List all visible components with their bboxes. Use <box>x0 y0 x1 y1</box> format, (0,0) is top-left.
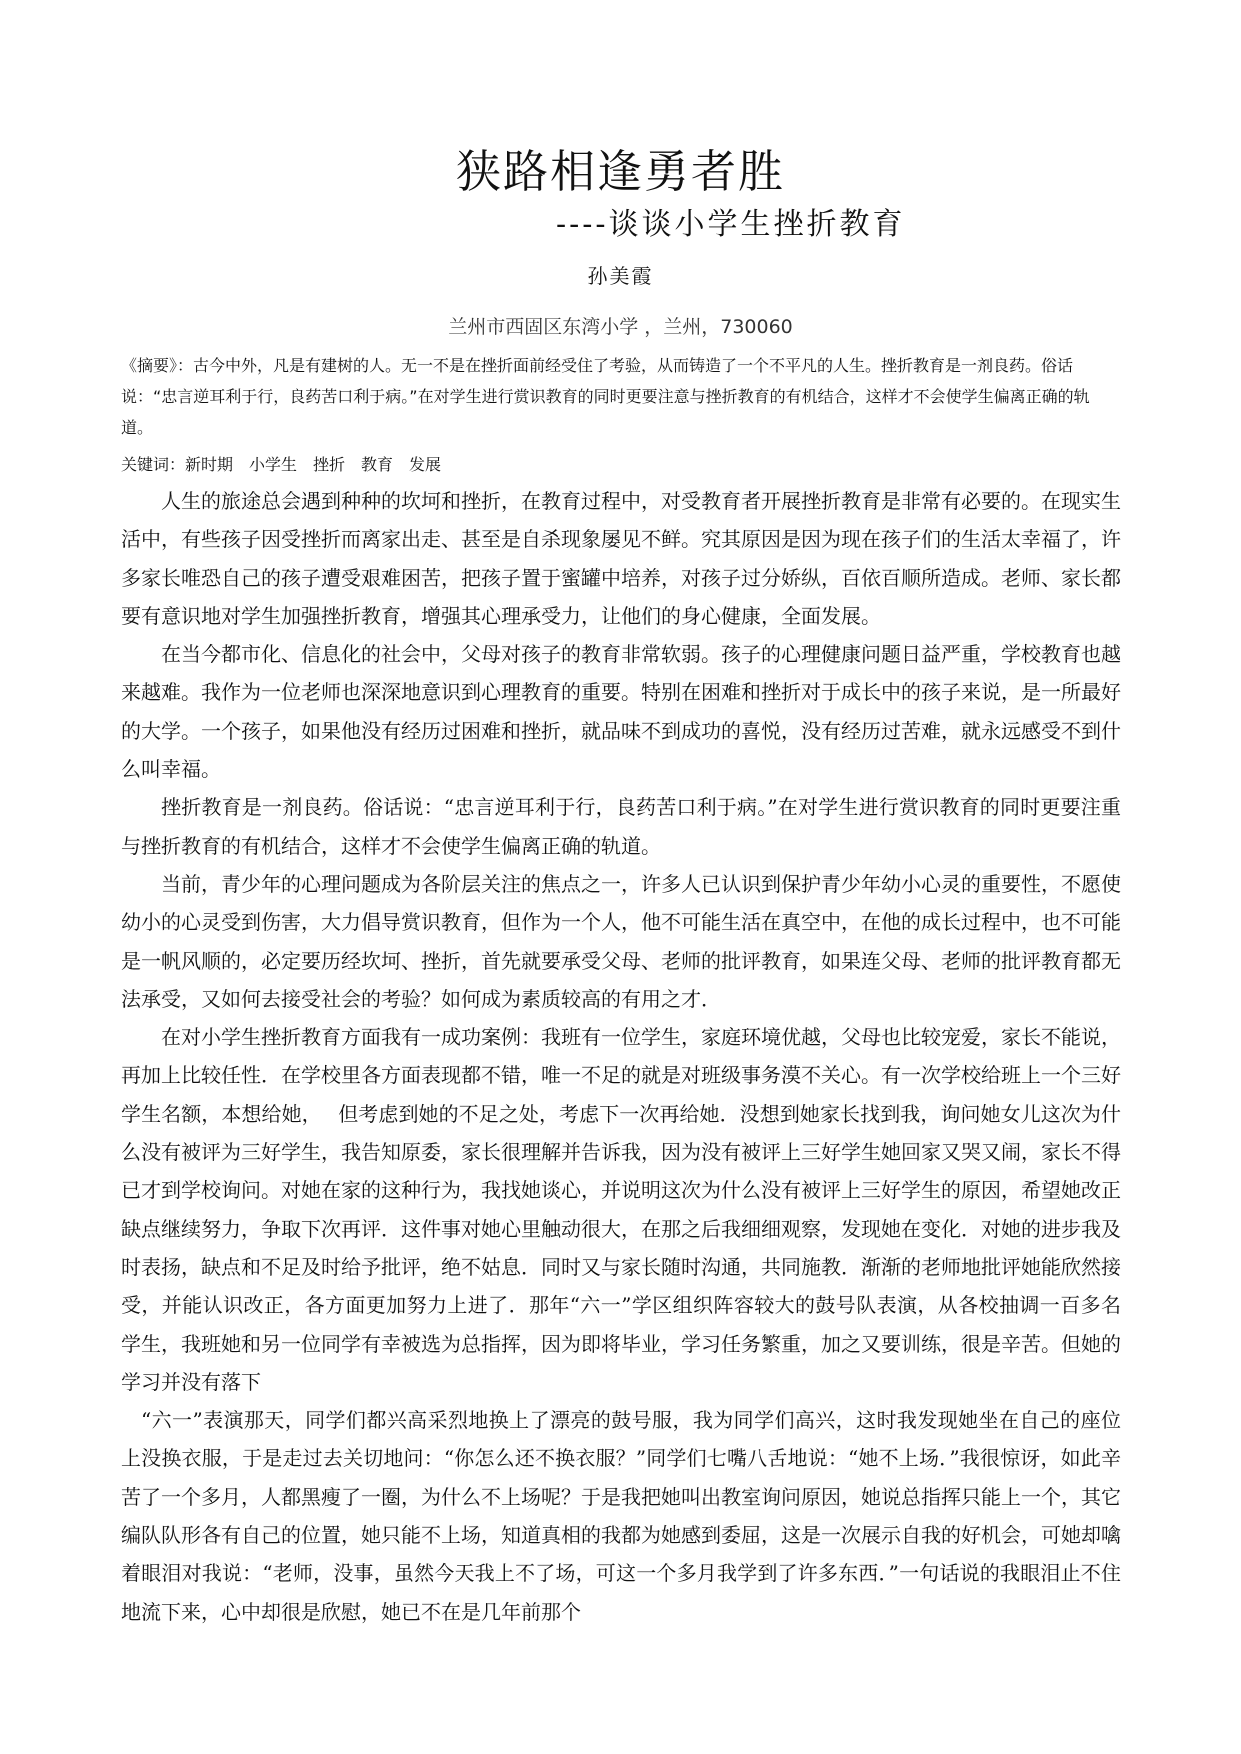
paragraph: 人生的旅途总会遇到种种的坎坷和挫折，在教育过程中，对受教育者开展挫折教育是非常有必要的。在现实生活中，有些孩子因受挫折而离家出走、甚至是自杀现象屡见不鲜。究其原因是因为现在孩子们的生活太幸福了，许多家长唯恐自己的孩子遭受艰难困苦，把孩子置于蜜罐中培养，对孩子过分娇纵，百依百顺所造成。老师、家长都要有意识地对学生加强挫折教育，增强其心理承受力，让他们的身心健康，全面发展。 <box>121 489 1121 628</box>
author-affiliation: 兰州市西固区东湾小学 ，兰州，730060 <box>448 316 793 338</box>
paragraph: 挫折教育是一剂良药。俗话说：“忠言逆耳利于行，良药苦口利于病。”在对学生进行赏识教育的同时更要注重与挫折教育的有机结合，这样才不会使学生偏离正确的轨道。 <box>121 795 1121 858</box>
author-name: 孙美霞 <box>587 264 654 288</box>
keywords: 关键词：新时期 小学生 挫折 教育 发展 <box>121 455 442 474</box>
paragraph: 在当今都市化、信息化的社会中，父母对孩子的教育非常软弱。孩子的心理健康问题日益严重，学校教育也越来越难。我作为一位老师也深深地意识到心理教育的重要。特别在困难和挫折对于成长中的孩子来说，是一所最好的大学。一个孩子，如果他没有经历过困难和挫折，就品味不到成功的喜悦，没有经历过苦难，就永远感受不到什么叫幸福。 <box>121 642 1121 782</box>
body-text <box>121 482 1121 1631</box>
paragraph: “六一”表演那天，同学们都兴高采烈地换上了漂亮的鼓号服，我为同学们高兴，这时我发现她坐在自己的座位上没换衣服，于是走过去关切地问：“你怎么还不换衣服？”同学们七嘴八舌地说：“她不上场．”我很惊讶，如此辛苦了一个多月，人都黑瘦了一圈，为什么不上场呢？于是我把她叫出教室询问原因，她说总指挥只能上一个，其它编队队形各有自己的位置，她只能不上场，知道真相的我都为她感到委屈，这是一次展示自我的好机会，可她却噙着眼泪对我说：“老师，没事，虽然今天我上不了场，可这一个多月我学到了许多东西．”一句话说的我眼泪止不住地流下来，心中却很是欣慰，她已不在是几年前那个 <box>121 1408 1121 1624</box>
abstract: 《摘要》：古今中外，凡是有建树的人。无一不是在挫折面前经受住了考验，从而铸造了一个不平凡的人生。挫折教育是一剂良药。俗话说：“忠言逆耳利于行，良药苦口利于病。”在对学生进行赏识教育的同时更要注意与挫折教育的有机结合，这样才不会使学生偏离正确的轨道。 <box>121 356 1090 437</box>
paragraph: 当前，青少年的心理问题成为各阶层关注的焦点之一，许多人已认识到保护青少年幼小心灵的重要性，不愿使幼小的心灵受到伤害，大力倡导赏识教育，但作为一个人，他不可能生活在真空中，在他的成长过程中，也不可能是一帆风顺的，必定要历经坎坷、挫折，首先就要承受父母、老师的批评教育，如果连父母、老师的批评教育都无法承受，又如何去接受社会的考验？如何成为素质较高的有用之才． <box>121 871 1121 1011</box>
page-title: 狭路相逢勇者胜 <box>455 145 785 198</box>
paragraph: 在对小学生挫折教育方面我有一成功案例：我班有一位学生，家庭环境优越，父母也比较宠爱，家长不能说，再加上比较任性．在学校里各方面表现都不错，唯一不足的就是对班级事务漠不关心。有一次学校给班上一个三好学生名额，本想给她， 但考虑到她的不足之处，考虑下一次再给她．没想到她家长找到我，询问她女儿这次为什么没有被评为三好学生，我告知原委，家长很理解并告诉我，因为没有被评上三好学生她回家又哭又闹，家长不得已才到学校询问。对她在家的这种行为，我找她谈心，并说明这次为什么没有被评上三好学生的原因，希望她改正缺点继续努力，争取下次再评．这件事对她心里触动很大，在那之后我细细观察，发现她在变化．对她的进步我及时表扬，缺点和不足及时给予批评，绝不姑息．同时又与家长随时沟通，共同施教．渐渐的老师地批评她能欣然接受，并能认识改正，各方面更加努力上进了．那年“六一”学区组织阵容较大的鼓号队表演，从各校抽调一百多名学生，我班她和另一位同学有幸被选为总指挥，因为即将毕业，学习任务繁重，加之又要训练，很是辛苦。但她的学习并没有落下 <box>121 1025 1121 1394</box>
page-subtitle: ----谈谈小学生挫折教育 <box>556 207 906 242</box>
